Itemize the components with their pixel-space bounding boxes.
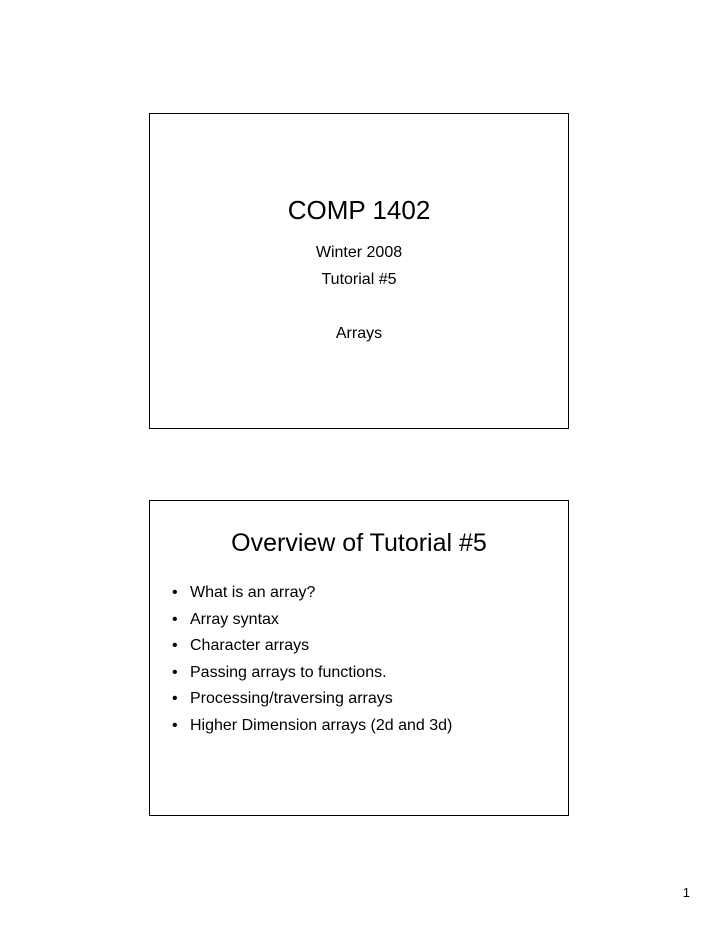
bullet-icon: •	[172, 663, 178, 681]
tutorial-number-text: Tutorial #5	[321, 271, 397, 288]
bullet-item	[172, 713, 452, 740]
bullet-icon: •	[172, 690, 178, 707]
bullet-text: Higher Dimension arrays (2d and 3d)	[190, 716, 453, 734]
bullet-icon: •	[172, 716, 178, 734]
bullet-text: Passing arrays to functions.	[190, 663, 387, 681]
bullet-item	[172, 633, 452, 660]
page-number: 1	[682, 885, 690, 900]
slide-overview	[149, 500, 569, 816]
bullet-item	[172, 686, 452, 713]
slide-title	[149, 113, 569, 429]
bullet-item	[172, 607, 452, 634]
overview-bullet-list	[172, 580, 452, 739]
bullet-item	[172, 660, 452, 687]
topic-text: Arrays	[335, 325, 383, 342]
bullet-icon: •	[172, 637, 178, 654]
term-text: Winter 2008	[315, 244, 403, 261]
bullet-icon: •	[172, 610, 178, 628]
overview-title: Overview of Tutorial #5	[231, 529, 487, 557]
bullet-icon: •	[172, 584, 178, 601]
bullet-text: Array syntax	[190, 610, 279, 628]
course-title: COMP 1402	[287, 195, 431, 225]
bullet-text: Processing/traversing arrays	[190, 690, 393, 707]
bullet-text: Character arrays	[190, 637, 310, 654]
bullet-item	[172, 580, 452, 607]
bullet-text: What is an array?	[190, 584, 316, 601]
